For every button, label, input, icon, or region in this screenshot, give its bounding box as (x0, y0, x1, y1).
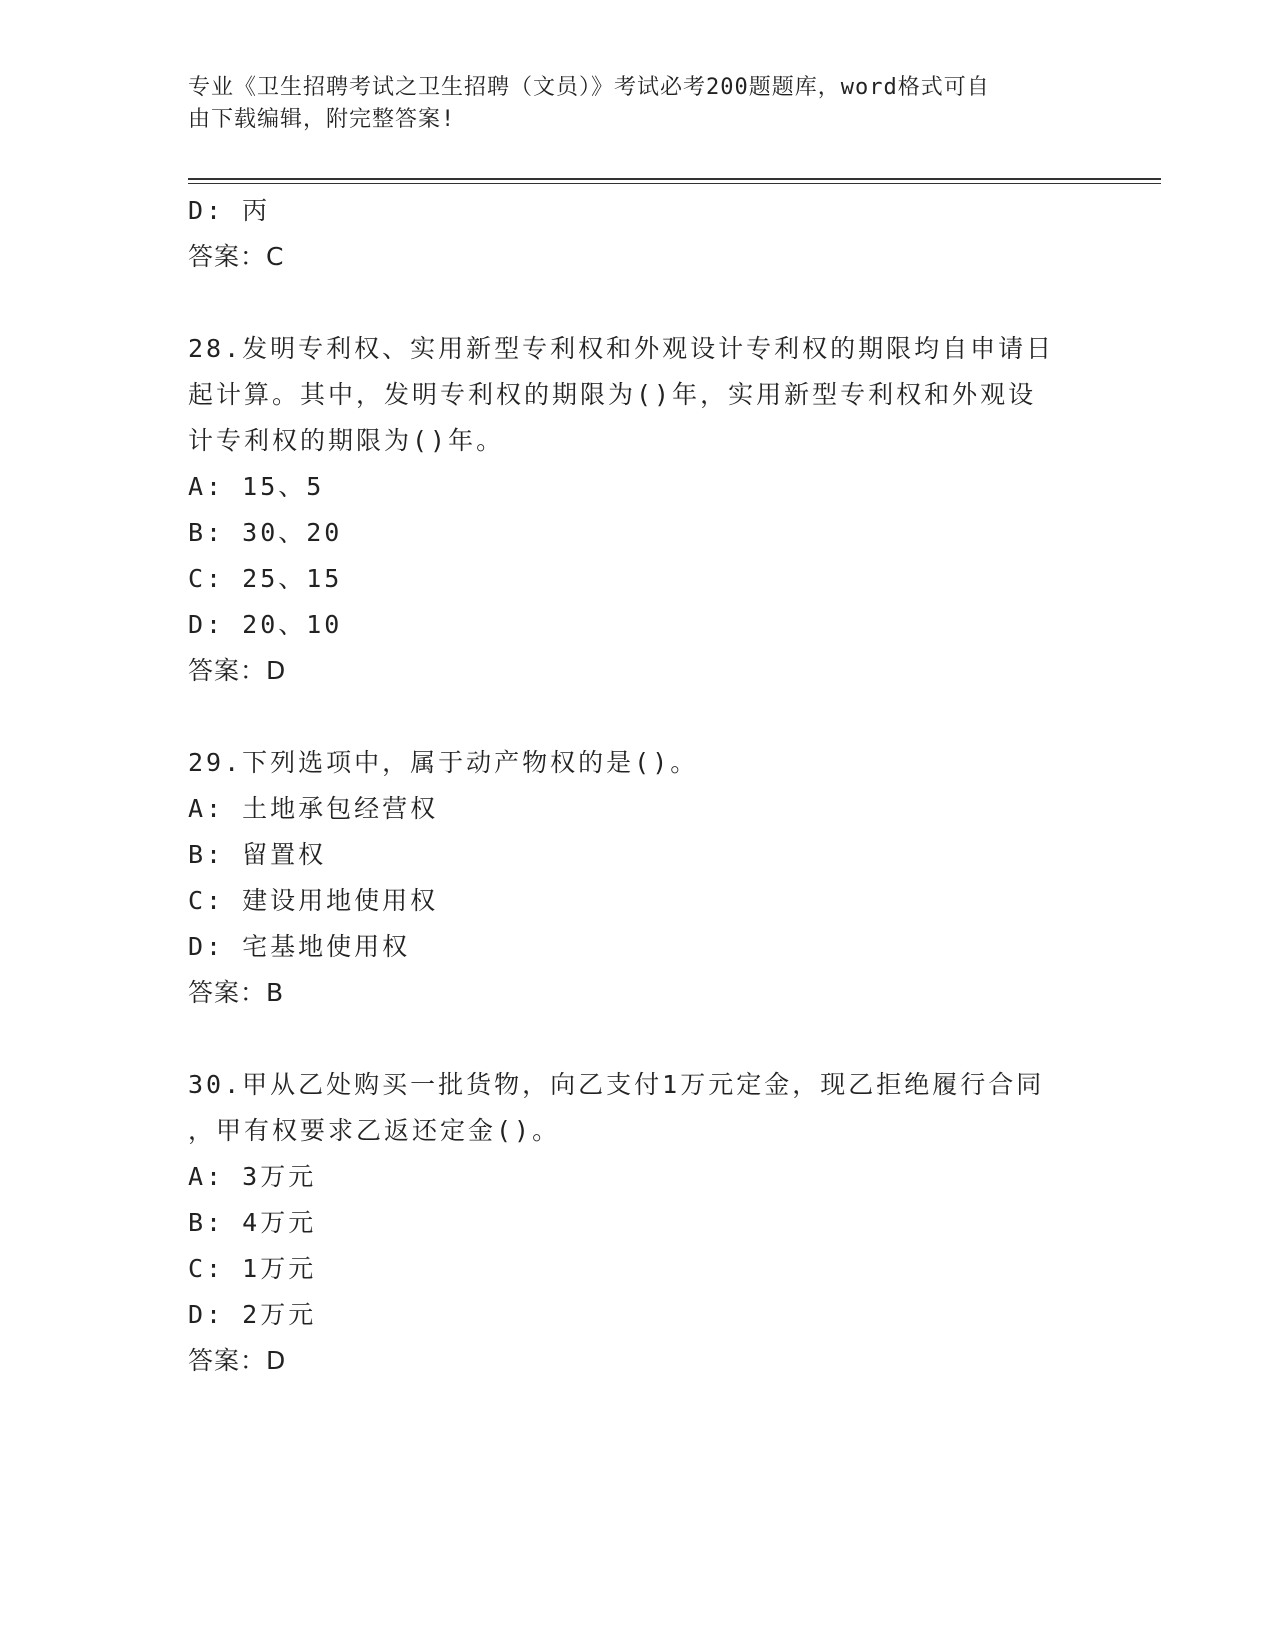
option-b: B: 4万元 (188, 1208, 317, 1237)
document-header (188, 72, 1068, 136)
question-stem: 29.下列选项中，属于动产物权的是()。 (188, 748, 699, 777)
header-divider-thick (188, 178, 1161, 180)
question-list (188, 188, 1088, 1384)
spacer (188, 280, 1088, 326)
option-a: A: 3万元 (188, 1162, 317, 1191)
previous-question-tail (188, 188, 1088, 280)
question-28 (188, 326, 1088, 694)
header-line-1: 专业《卫生招聘考试之卫生招聘（文员）》考试必考200题题库，word格式可自 (188, 75, 990, 100)
header-divider-thin (188, 183, 1161, 184)
question-stem: 28.发明专利权、实用新型专利权和外观设计专利权的期限均自申请日 (188, 334, 1055, 363)
option-d: D: 20、10 (188, 610, 343, 639)
question-29 (188, 740, 1088, 1016)
spacer (188, 1016, 1088, 1062)
question-stem: ，甲有权要求乙返还定金()。 (188, 1116, 561, 1145)
option-d: D: 2万元 (188, 1300, 317, 1329)
answer-line: 答案：D (188, 656, 287, 685)
answer-line: 答案：D (188, 1346, 287, 1375)
question-stem: 起计算。其中，发明专利权的期限为()年，实用新型专利权和外观设 (188, 380, 1037, 409)
option-a: A: 土地承包经营权 (188, 794, 439, 823)
answer-line: 答案：B (188, 978, 285, 1007)
spacer (188, 694, 1088, 740)
option-a: A: 15、5 (188, 472, 325, 501)
question-stem: 30.甲从乙处购买一批货物，向乙支付1万元定金，现乙拒绝履行合同 (188, 1070, 1045, 1099)
question-30 (188, 1062, 1088, 1384)
question-stem: 计专利权的期限为()年。 (188, 426, 505, 455)
option-b: B: 留置权 (188, 840, 327, 869)
option-c: C: 25、15 (188, 564, 343, 593)
option-c: C: 1万元 (188, 1254, 317, 1283)
option-d: D: 宅基地使用权 (188, 932, 411, 961)
option-c: C: 建设用地使用权 (188, 886, 439, 915)
answer-line: 答案：C (188, 242, 285, 271)
header-line-2: 由下载编辑，附完整答案! (188, 107, 456, 132)
option-b: B: 30、20 (188, 518, 343, 547)
option-d: D: 丙 (188, 196, 271, 225)
